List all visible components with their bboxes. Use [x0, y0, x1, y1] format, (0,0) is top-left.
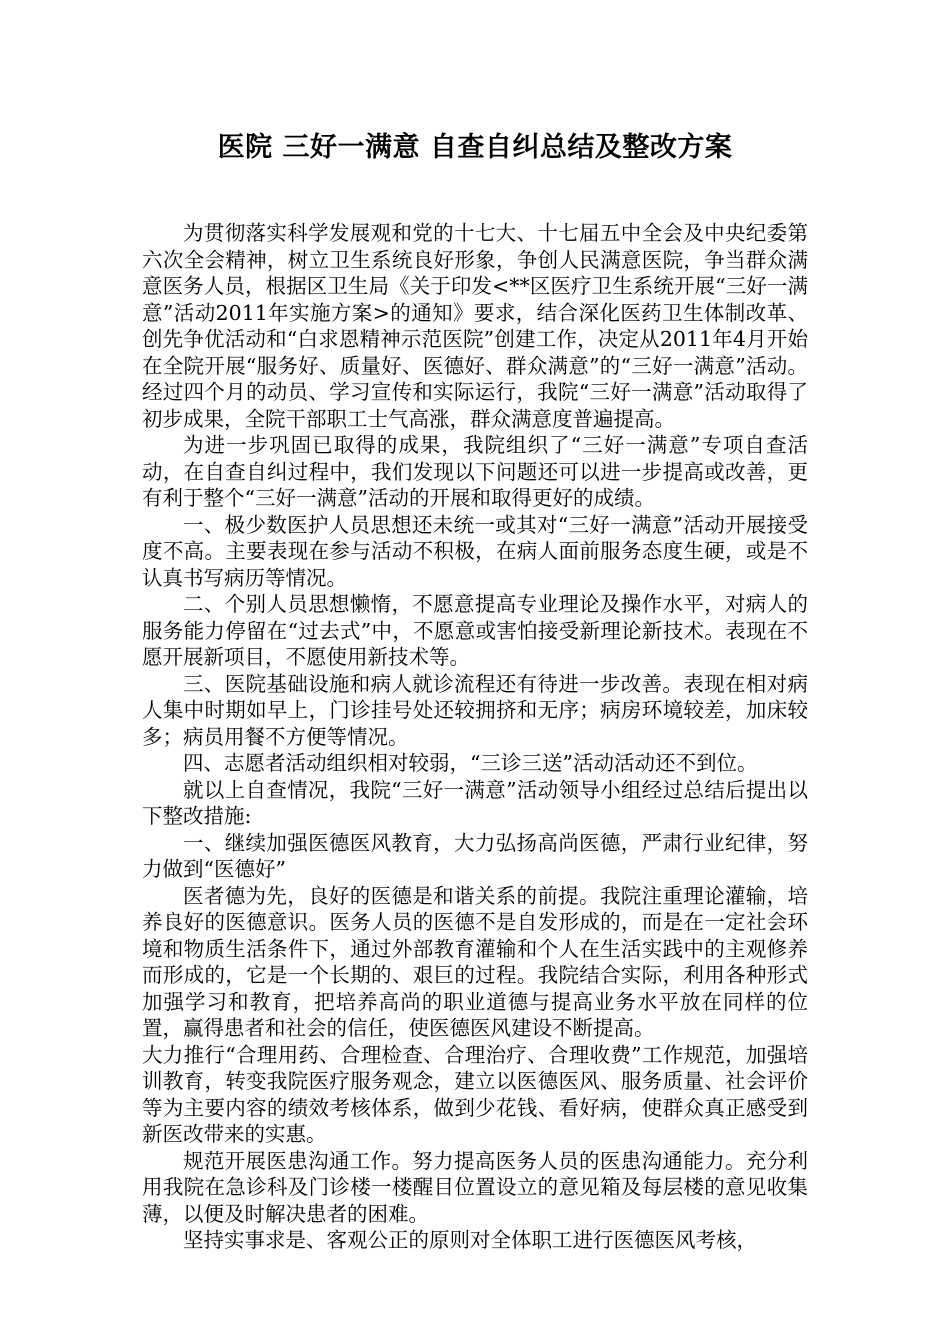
paragraph-issue-1: 一、极少数医护人员思想还未统一或其对“三好一满意”活动开展接受度不高。主要表现在参与活动不积极，在病人面前服务态度生硬，或是不认真书写病历等情况。	[142, 512, 808, 590]
document-body	[142, 220, 808, 1254]
paragraph-assessment: 坚持实事求是、客观公正的原则对全体职工进行医德医风考核，	[183, 1228, 757, 1252]
paragraph-measure-1-heading: 一、继续加强医德医风教育，大力弘扬高尚医德，严肃行业纪律，努力做到“医德好”	[142, 830, 808, 881]
paragraph-self-check: 为进一步巩固已取得的成果，我院组织了“三好一满意”专项自查活动，在自查自纠过程中，我们发现以下问题还可以进一步提高或改善，更有利于整个“三好一满意”活动的开展和取得更好的成绩。	[142, 433, 808, 510]
paragraph-issue-2: 二、个别人员思想懒惰，不愿意提高专业理论及操作水平，对病人的服务能力停留在“过去式”中，不愿意或害怕接受新理论新技术。表现在不愿开展新项目，不愿使用新技术等。	[142, 592, 808, 669]
document-title: 医院 三好一满意 自查自纠总结及整改方案	[217, 132, 733, 163]
paragraph-intro: 为贯彻落实科学发展观和党的十七大、十七届五中全会及中央纪委第六次全会精神，树立卫生系统良好形象，争创人民满意医院，争当群众满意医务人员，根据区卫生局《关于印发<**区医疗卫生系统开展“三好一满意”活动2011年实施方案>的通知》要求，结合深化医药卫生体制改革、创先争优活动和“白求恩精神示范医院”创建工作，决定从2011年4月开始在全院开展“服务好、质量好、医德好、群众满意”的“三好一满意”活动。经过四个月的动员、学习宣传和实际运行，我院“三好一满意”活动取得了初步成果，全院干部职工士气高涨，群众满意度普遍提高。	[142, 221, 808, 431]
paragraph-issue-3: 三、医院基础设施和病人就诊流程还有待进一步改善。表现在相对病人集中时期如早上，门诊挂号处还较拥挤和无序；病房环境较差，加床较多；病员用餐不方便等情况。	[142, 671, 808, 749]
paragraph-communication: 规范开展医患沟通工作。努力提高医务人员的医患沟通能力。充分利用我院在急诊科及门诊楼一楼醒目位置设立的意见箱及每层楼的意见收集薄，以便及时解决患者的困难。	[142, 1148, 808, 1226]
paragraph-issue-4: 四、志愿者活动组织相对较弱，“三诊三送”活动活动还不到位。	[183, 751, 758, 775]
paragraph-reasonable-practice: 大力推行“合理用药、合理检查、合理治疗、合理收费”工作规范，加强培训教育，转变我院医疗服务观念，建立以医德医风、服务质量、社会评价等为主要内容的绩效考核体系，做到少花钱、看好病，使群众真正感受到新医改带来的实惠。	[142, 1042, 808, 1146]
paragraph-measures-intro: 就以上自查情况，我院“三好一满意”活动领导小组经过总结后提出以下整改措施:	[142, 777, 808, 828]
paragraph-ethics: 医者德为先，良好的医德是和谐关系的前提。我院注重理论灌输，培养良好的医德意识。医务人员的医德不是自发形成的，而是在一定社会环境和物质生活条件下，通过外部教育灌输和个人在生活实践中的主观修养而形成的，它是一个长期的、艰巨的过程。我院结合实际，利用各种形式加强学习和教育，把培养高尚的职业道德与提高业务水平放在同样的位置，赢得患者和社会的信任，使医德医风建设不断提高。	[142, 883, 808, 1040]
